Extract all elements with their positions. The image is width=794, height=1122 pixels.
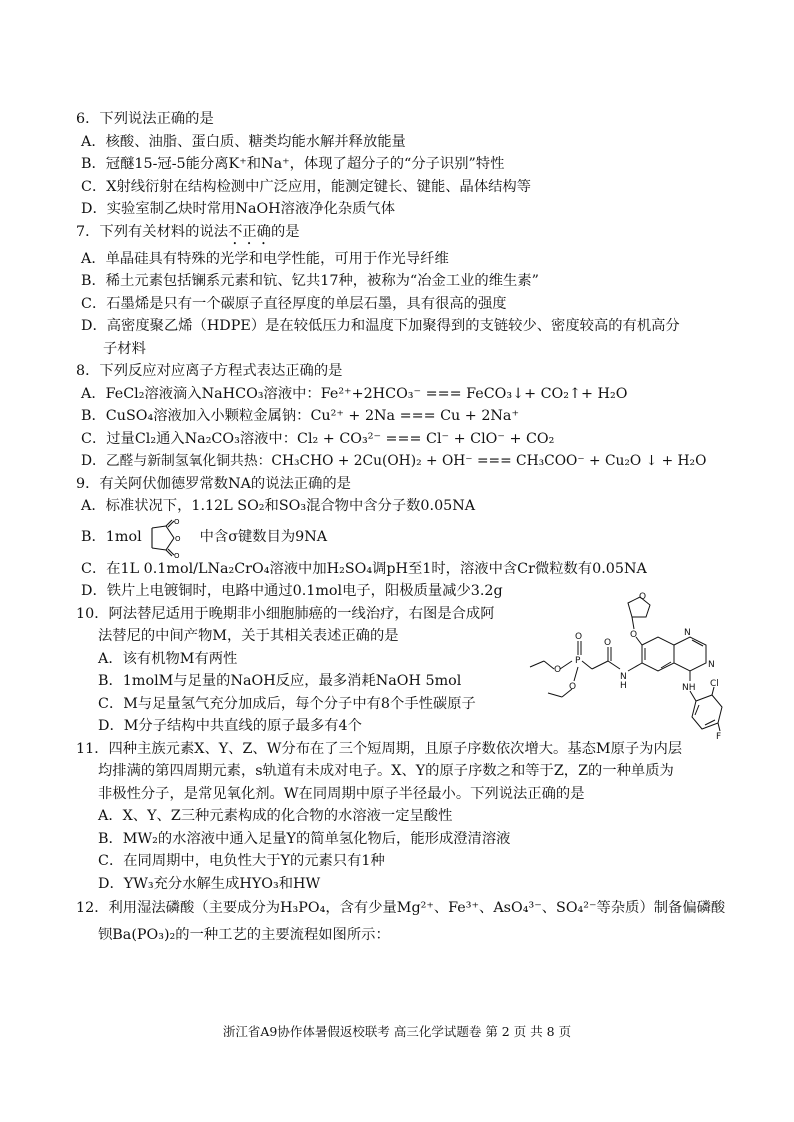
question-7-option-b: B．稀土元素包括镧系元素和钪、钇共17种，被称为“冶金工业的维生素” (81, 273, 539, 289)
struct-label-n-ring1: N (684, 627, 691, 638)
struct-label-n-ring2: N (708, 659, 715, 670)
anhydride-o-bottom: O (173, 551, 180, 558)
question-7-emphasis: 不正确 (228, 223, 271, 240)
question-10-option-c: C．M与足量氢气充分加成后，每个分子中有8个手性碳原子 (98, 695, 476, 712)
question-7 (76, 221, 726, 361)
question-7-stem (76, 221, 726, 248)
question-9-stem: 9．有关阿伏伽德罗常数NA的说法正确的是 (76, 475, 351, 492)
question-10-stem-line2: 法替尼的中间产物M，关于其相关表述正确的是 (98, 628, 399, 644)
question-9-option-c: C．在1L 0.1mol/LNa₂CrO₄溶液中加H₂SO₄调pH至1时，溶液中含Cr微粒数有0.05NA (81, 560, 647, 577)
question-8-option-a: A．FeCl₂溶液滴入NaHCO₃溶液中：Fe²⁺+2HCO₃⁻ === FeCO₃↓+ CO₂↑+ H₂O (81, 385, 628, 402)
question-9-option-b (76, 518, 726, 558)
exam-page (76, 108, 726, 949)
anhydride-o-ring: O (174, 534, 181, 543)
question-7-option-a: A．单晶硅具有特殊的光学和电学性能，可用于作光导纤维 (81, 250, 449, 267)
struct-label-o-carbonyl: O (604, 637, 612, 648)
question-9 (76, 473, 726, 603)
question-12 (76, 895, 726, 949)
page-footer: 浙江省A9协作体暑假返校联考 高三化学试题卷 第 2 页 共 8 页 (222, 1024, 572, 1039)
question-9-option-a: A．标准状况下，1.12L SO₂和SO₃混合物中含分子数0.05NA (81, 498, 476, 514)
question-11-option-b: B．MW₂的水溶液中通入足量Y的简单氢化物后，能形成澄清溶液 (98, 830, 511, 847)
struct-label-nh: NH (682, 682, 696, 693)
question-11-stem-line2: 均排满的第四周期元素，s轨道有未成对电子。X、Y的原子序数之和等于Z，Z的一种单质为 (98, 763, 674, 779)
struct-label-n-amide: N (620, 671, 627, 682)
question-11-stem-line3: 非极性分子，是常见氧化剂。W在同周期中原子半径最小。下列说法正确的是 (98, 785, 585, 802)
question-11-option-a: A．X、Y、Z三种元素构成的化合物的水溶液一定呈酸性 (98, 808, 453, 824)
question-6-option-c: C．X射线衍射在结构检测中广泛应用，能测定键长、键能、晶体结构等 (81, 178, 532, 195)
question-8-option-b: B．CuSO₄溶液加入小颗粒金属钠：Cu²⁺ + 2Na === Cu + 2Na⁺ (81, 408, 520, 424)
question-6 (76, 108, 726, 221)
struct-label-o-ethoxy1: O (554, 664, 562, 675)
question-10-option-b: B．1molM与足量的NaOH反应，最多消耗NaOH 5mol (98, 673, 462, 689)
question-10-stem-line1: 10．阿法替尼适用于晚期非小细胞肺癌的一线治疗，右图是合成阿 (76, 605, 495, 622)
question-12-stem-line2: 钡Ba(PO₃)₂的一种工艺的主要流程如图所示： (98, 927, 390, 943)
question-6-option-d: D．实验室制乙炔时常用NaOH溶液净化杂质气体 (81, 201, 396, 217)
question-11-option-c: C．在同周期中，电负性大于Y的元素只有1种 (98, 853, 385, 869)
question-12-stem-line1: 12．利用湿法磷酸（主要成分为H₃PO₄，含有少量Mg²⁺、Fe³⁺、AsO₄³⁻、SO₄²⁻等杂质）制备偏磷酸 (76, 900, 726, 916)
struct-label-o-thf: O (639, 591, 647, 602)
struct-label-o-phosphoryl: O (575, 631, 583, 642)
question-9-option-b-pre: B．1mol (81, 529, 142, 546)
question-11-stem-line1: 11．四种主族元素X、Y、Z、W分布在了三个短周期，且原子序数依次增大。基态M原子为内层 (76, 740, 683, 757)
question-7-option-d-line2: 子材料 (103, 340, 146, 357)
question-9-option-d: D．铁片上电镀铜时，电路中通过0.1mol电子，阳极质量减少3.2g (81, 583, 503, 599)
struct-label-h-amide: H (620, 680, 627, 691)
question-11 (76, 738, 726, 896)
question-8-stem: 8．下列反应对应离子方程式表达正确的是 (76, 363, 343, 379)
question-10-text (76, 603, 516, 738)
question-9-option-b-post: 中含σ键数目为9NA (199, 529, 328, 546)
question-8-option-c: C．过量Cl₂通入Na₂CO₃溶液中：Cl₂ + CO₃²⁻ === Cl⁻ + ClO⁻ + CO₂ (81, 430, 555, 447)
question-11-option-d: D．YW₃充分水解生成HYO₃和HW (98, 875, 321, 892)
question-8 (76, 360, 726, 473)
struct-label-cl: Cl (710, 678, 719, 689)
succinic-anhydride-structure (146, 518, 198, 558)
question-7-stem-a: 7．下列有关材料的说法 (76, 223, 229, 240)
question-8-option-d: D．乙醛与新制氢氧化铜共热：CH₃CHO + 2Cu(OH)₂ + OH⁻ === CH₃COO⁻ + Cu₂O ↓ + H₂O (81, 453, 707, 469)
struct-label-o-ether: O (630, 629, 638, 640)
question-7-option-d: D．高密度聚乙烯（HDPE）是在较低压力和温度下加聚得到的支链较少、密度较高的有机高分 (81, 318, 680, 334)
struct-label-o-ethoxy2: O (569, 681, 577, 692)
question-10-option-a: A．该有机物M有两性 (98, 650, 238, 667)
question-7-option-c: C．石墨烯是只有一个碳原子直径厚度的单层石墨，具有很高的强度 (81, 295, 507, 312)
question-6-stem: 6．下列说法正确的是 (76, 111, 214, 127)
struct-label-f: F (716, 731, 722, 739)
question-10-option-d: D．M分子结构中共直线的原子最多有4个 (98, 718, 362, 734)
anhydride-o-top: O (173, 517, 180, 526)
struct-label-p: P (575, 655, 581, 666)
question-7-option-d-cont (76, 338, 726, 361)
question-7-stem-b: 的是 (270, 223, 300, 240)
question-6-option-b: B．冠醚15-冠-5能分离K⁺和Na⁺，体现了超分子的“分子识别”特性 (81, 156, 505, 172)
question-6-option-a: A．核酸、油脂、蛋白质、糖类均能水解并释放能量 (81, 133, 406, 150)
compound-m-structure (516, 589, 726, 739)
